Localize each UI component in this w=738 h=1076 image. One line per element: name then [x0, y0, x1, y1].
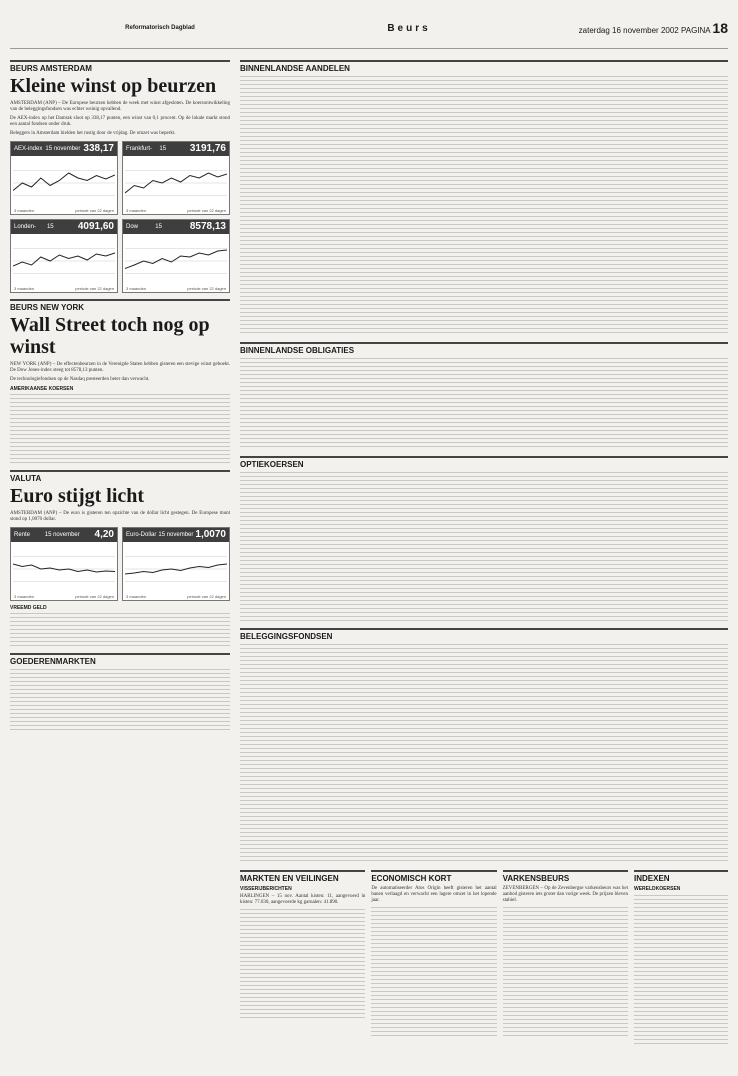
brand-name: Reformatorisch Dagblad — [125, 25, 195, 31]
article-paragraph: De technologiefondsen op de Nasdaq presteerden beter dan verwacht. — [10, 377, 150, 382]
investment-funds-table — [240, 644, 728, 864]
section-title: Beurs — [387, 22, 431, 34]
chart-eurodollar-line — [125, 544, 227, 594]
article-lead: AMSTERDAM (ANP) – De Europese beurzen hebben de week met winst afgesloten. De koersontwikkeling van de beleggingsfondsen was echter weinig opvallend. — [10, 101, 230, 112]
left-column — [10, 54, 230, 731]
issue-date: zaterdag 16 november 2002 PAGINA 18 — [578, 20, 728, 36]
trend-line — [13, 173, 115, 191]
trend-line — [13, 564, 115, 572]
chart-rente-line — [13, 544, 115, 594]
currency-table — [10, 613, 230, 647]
subheading-visserij: VISSERIJBERICHTEN — [240, 886, 292, 892]
stock-table-us — [10, 394, 230, 464]
trend-line — [125, 250, 227, 269]
chart-aex-line — [13, 158, 115, 208]
bottom-articles — [240, 870, 728, 1045]
currency-chart-grid — [10, 527, 230, 601]
table-title-amerikaanse-koersen: AMERIKAANSE KOERSEN — [10, 386, 74, 392]
article-lead: AMSTERDAM (ANP) – De euro is gisteren ten opzichte van de dollar licht gestegen. De Europese munt stond op 1,0070 dollar. — [10, 511, 230, 522]
chart-dax-line — [125, 158, 227, 208]
article-lead: NEW YORK (ANP) – De effectenbeurzen in de Verenigde Staten hebben gisteren een stevige winst geboekt. De Dow Jones-index steeg tot 8578,13 punten. — [10, 362, 230, 373]
section-beleggingsfondsen: BELEGGINGSFONDSEN — [240, 628, 728, 641]
article-varkensbeurs — [503, 870, 628, 1045]
index-chart-dax: Frankfurt-DAX 15 november 3191,76 3 maanden periode van 22 dagen — [122, 141, 230, 215]
headline-valuta: Euro stijgt licht — [10, 485, 145, 507]
domestic-stocks-table — [240, 76, 728, 336]
heading-markten: MARKTEN EN VEILINGEN — [240, 870, 365, 883]
kicker-amsterdam: BEURS AMSTERDAM — [10, 60, 230, 73]
heading-varkensbeurs: VARKENSBEURS — [503, 870, 628, 883]
kicker-newyork: BEURS NEW YORK — [10, 299, 230, 312]
heading-economisch-kort: ECONOMISCH KORT — [371, 870, 496, 883]
section-goederenmarkten: GOEDERENMARKTEN — [10, 653, 230, 666]
markten-text: HARLINGEN – 15 nov. Aantal kisten: 11, aangevoerd in kisten: 77.030, aangevoerde kg garnalen: 41.890. — [240, 894, 366, 905]
article-paragraph: Beleggers in Amsterdam hielden het rustig door de vrijdag. De omzet was beperkt. — [10, 131, 176, 136]
index-chart-aex: AEX-index 15 november 338,17 3 maanden periode van 22 dagen — [10, 141, 118, 215]
chart-euro-dollar: Euro-Dollar 15 november 1,0070 3 maanden periode van 22 dagen — [122, 527, 230, 601]
heading-indexen: INDEXEN — [634, 870, 728, 883]
article-markten — [240, 870, 365, 1045]
right-column — [240, 54, 728, 864]
domestic-bonds-table — [240, 358, 728, 450]
article-paragraph: De AEX-index op het Damrak sloot op 338,17 punten, een winst van 0,1 procent. Op de lokale markt stond een aantal fondsen onder druk. — [10, 116, 230, 127]
economisch-text: De automatiseerder Atos Origin heeft gisteren het aantal banen verlaagd en verwacht een lagere omzet in het lopende jaar. — [371, 886, 497, 903]
section-optiekoersen: OPTIEKOERSEN — [240, 456, 728, 469]
headline-newyork: Wall Street toch nog op winst — [10, 314, 210, 358]
article-indexen — [634, 870, 728, 1045]
kicker-valuta: VALUTA — [10, 470, 230, 483]
section-binnenlandse-obligaties: BINNENLANDSE OBLIGATIES — [240, 342, 728, 355]
chart-dowjones-line — [125, 236, 227, 286]
varkens-text: ZEVENBERGEN – Op de Zevenbergse varkensbeurs was het aanbod gisteren iets groter dan vorige week. De prijzen bleven stabiel. — [502, 886, 628, 903]
table-title-vreemd-geld: VREEMD GELD — [10, 605, 47, 611]
index-chart-grid — [10, 141, 230, 293]
index-chart-dowjones: Dow Jones 15 november 8578,13 3 maanden periode van 22 dagen — [122, 219, 230, 293]
subheading-wereldkoersen: WERELDKOERSEN — [634, 886, 681, 892]
section-binnenlandse-aandelen: BINNENLANDSE AANDELEN — [240, 60, 728, 73]
chart-rente: Rente 15 november 4,20 3 maanden periode van 22 dagen — [10, 527, 118, 601]
newspaper-page — [10, 8, 728, 1058]
index-chart-ftse: Londen-FTSE 15 november 4091,60 3 maanden periode van 22 dagen — [10, 219, 118, 293]
options-table — [240, 472, 728, 622]
chart-ftse-line — [13, 236, 115, 286]
trend-line — [13, 253, 115, 266]
headline-amsterdam: Kleine winst op beurzen — [10, 75, 217, 97]
article-economisch-kort — [371, 870, 496, 1045]
masthead — [10, 8, 728, 49]
commodities-table — [10, 669, 230, 731]
